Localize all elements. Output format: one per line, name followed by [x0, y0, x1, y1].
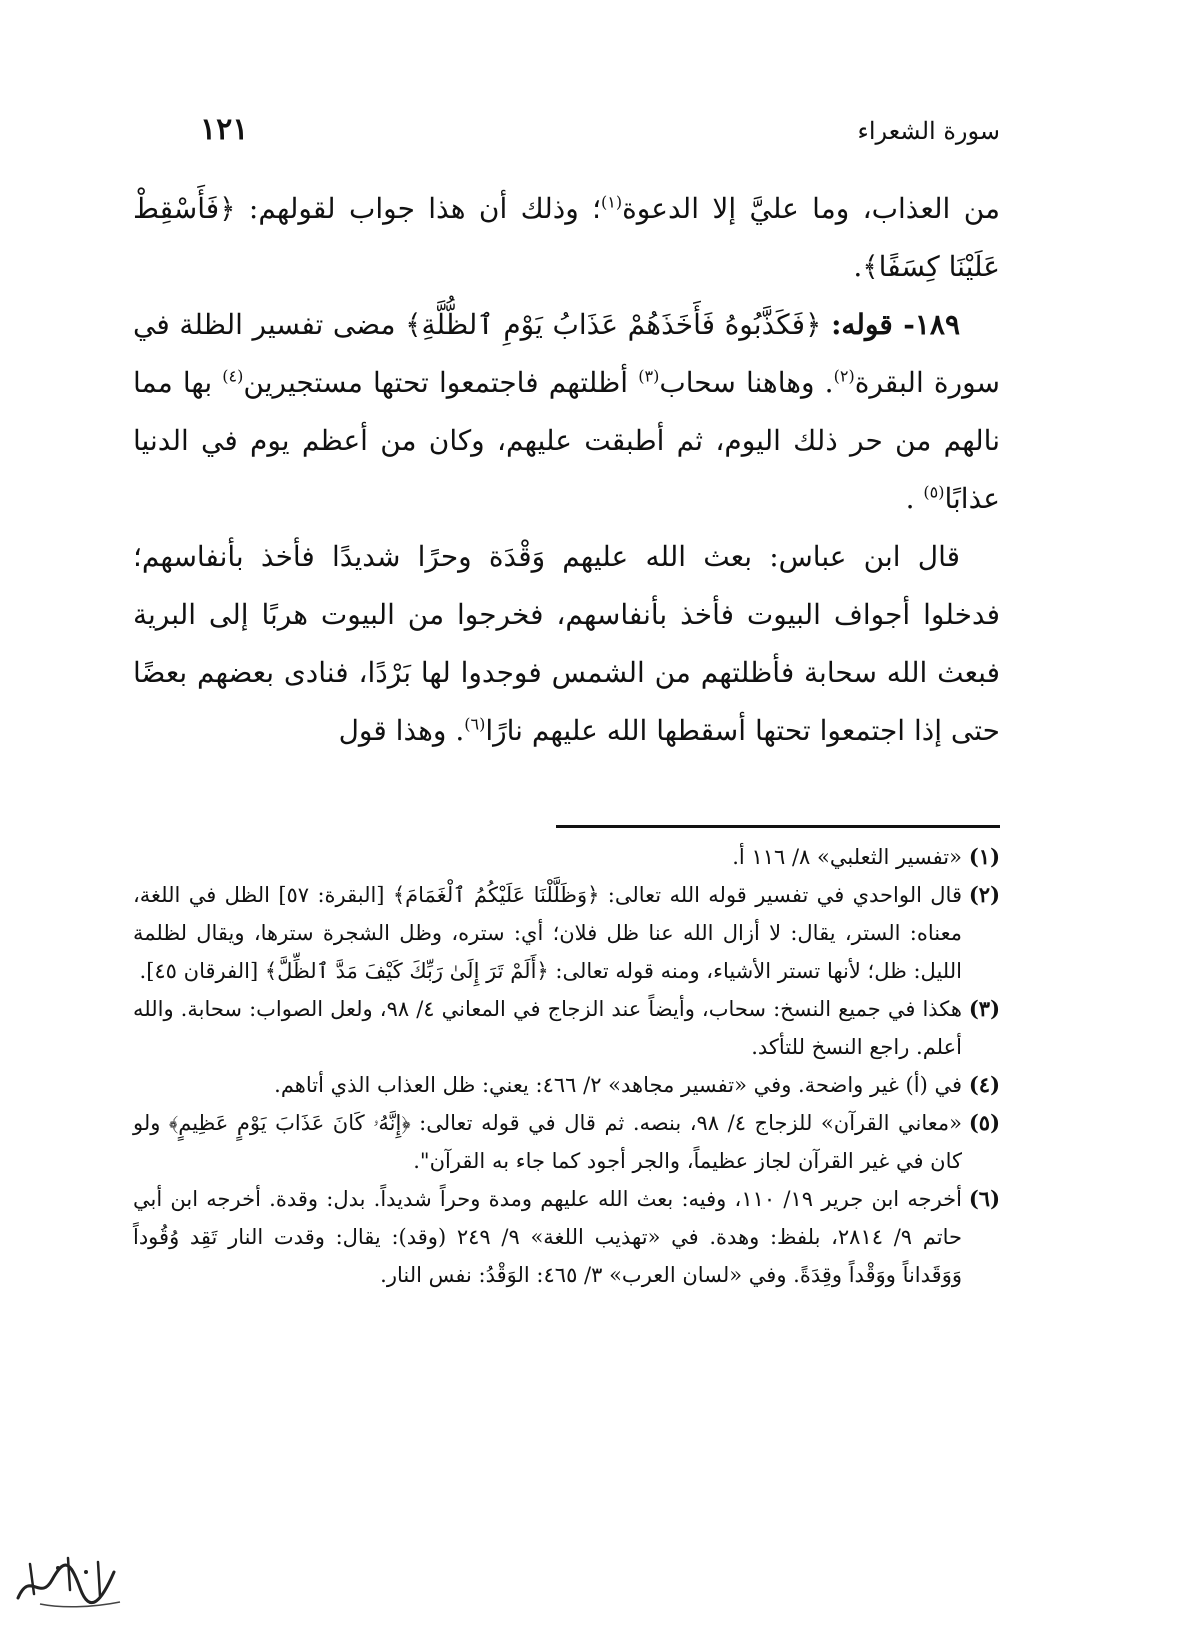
surah-title: سورة الشعراء [857, 117, 1000, 145]
text-span: ؛ وذلك أن هذا جواب لقولهم: [248, 192, 602, 225]
footnote-text: «تفسير الثعلبي» ٨/ ١١٦ أ. [732, 845, 962, 869]
footnote-divider [556, 825, 1000, 828]
footnote-ref-4: (٤) [222, 366, 244, 386]
page-number: ١٢١ [200, 112, 249, 147]
footnote-4 [133, 1066, 1000, 1104]
text-span: أظلتهم فاجتمعوا تحتها مستجيرين [243, 366, 629, 399]
footnote-mark: (٥) [968, 1110, 1000, 1135]
text-span: . وهاهنا سحاب [659, 366, 834, 399]
quran-quote: ﴿فَأَسْقِطْ عَلَيْنَا كِسَفًا﴾. [133, 192, 1000, 283]
footnote-1 [133, 838, 1000, 876]
footnote-6 [133, 1180, 1000, 1294]
footnote-2 [133, 876, 1000, 990]
footnote-ref-6: (٦) [464, 714, 486, 734]
verse-number: ١٨٩- قوله: [831, 308, 960, 341]
paragraph-1 [133, 180, 1000, 296]
text-span: بها مما نالهم من حر ذلك اليوم، ثم أطبقت عليهم، وكان من أعظم يوم في الدنيا عذابًا [133, 366, 1000, 515]
paragraph-3 [133, 528, 1000, 760]
footnote-ref-1: (١) [601, 192, 623, 212]
footnote-mark: (١) [968, 844, 1000, 869]
footnote-text: قال الواحدي في تفسير قوله الله تعالى: ﴿وَظَلَّلْنَا عَلَيْكُمُ ٱلْغَمَامَ﴾ [البقرة: ٥٧] الظل في اللغة، معناه: الستر، يقال: لا أزال الله عنا ظل فلان؛ أي: ستره، وظل الشجرة سترها، ويقال لظلمة الليل: ظل؛ لأنها تستر الأشياء، ومنه قوله تعالى: ﴿أَلَمْ تَرَ إِلَىٰ رَبِّكَ كَيْفَ مَدَّ ٱلظِّلَّ﴾ [الفرقان ٤٥]. [133, 883, 962, 983]
quran-quote: ﴿فَكَذَّبُوهُ فَأَخَذَهُمْ عَذَابُ يَوْمِ ٱلظُّلَّةِ﴾ [405, 308, 822, 341]
footnote-mark: (٢) [968, 882, 1000, 907]
text-span: مضى تفسير الظلة في سورة البقرة [133, 308, 1001, 399]
footnote-mark: (٤) [968, 1072, 1000, 1097]
footnote-text: أخرجه ابن جرير ١٩/ ١١٠، وفيه: بعث الله عليهم ومدة وحراً شديداً. بدل: وقدة. أخرجه ابن أبي حاتم ٩/ ٢٨١٤، بلفظ: وهدة. في «تهذيب اللغة» ٩/ ٢٤٩ (وقد): يقال: وقدت النار تَقِد وُقُوداً وَوَقَداناً ووَقْداً وقِدَةً. وفي «لسان العرب» ٣/ ٤٦٥: الوَقْدُ: نفس النار. [133, 1187, 962, 1287]
footnote-3 [133, 990, 1000, 1066]
text-span: . وهذا قول [338, 714, 465, 747]
calligraphy-logo-icon [10, 1550, 130, 1610]
paragraph-2 [133, 296, 1000, 528]
main-text [133, 180, 1000, 760]
footnote-text: «معاني القرآن» للزجاج ٤/ ٩٨، بنصه. ثم قال في قوله تعالى: ﴿إِنَّهُۥ كَانَ عَذَابَ يَوْمٍ عَظِيمٍ﴾ ولو كان في غير القرآن لجاز عظيماً، والجر أجود كما جاء به القرآن". [133, 1111, 962, 1173]
calligraphy-logo-icon [10, 1550, 130, 1610]
footnote-text: في (أ) غير واضحة. وفي «تفسير مجاهد» ٢/ ٤٦٦: يعني: ظل العذاب الذي أتاهم. [274, 1073, 962, 1097]
running-head [200, 112, 1000, 152]
footnote-mark: (٣) [968, 996, 1000, 1021]
footnote-ref-2: (٢) [833, 366, 855, 386]
text-span: . [905, 482, 915, 515]
text-span: من العذاب، وما عليَّ إلا الدعوة [622, 192, 1001, 225]
footnotes [133, 838, 1000, 1294]
footnote-mark: (٦) [968, 1186, 1000, 1211]
footnote-5 [133, 1104, 1000, 1180]
footnote-ref-5: (٥) [923, 482, 945, 502]
text-span: قال ابن عباس: بعث الله عليهم وَقْدَة وحرًا شديدًا فأخذ بأنفاسهم؛ فدخلوا أجواف البيوت فأخذ بأنفاسهم، فخرجوا من البيوت هربًا إلى البرية فبعث الله سحابة فأظلتهم من الشمس فوجدوا لها بَرْدًا، فنادى بعضهم بعضًا حتى إذا اجتمعوا تحتها أسقطها الله عليهم نارًا [133, 540, 1000, 747]
footnote-ref-3: (٣) [638, 366, 660, 386]
footnote-text: هكذا في جميع النسخ: سحاب، وأيضاً عند الزجاج في المعاني ٤/ ٩٨، ولعل الصواب: سحابة. والله أعلم. راجع النسخ للتأكد. [133, 997, 962, 1059]
